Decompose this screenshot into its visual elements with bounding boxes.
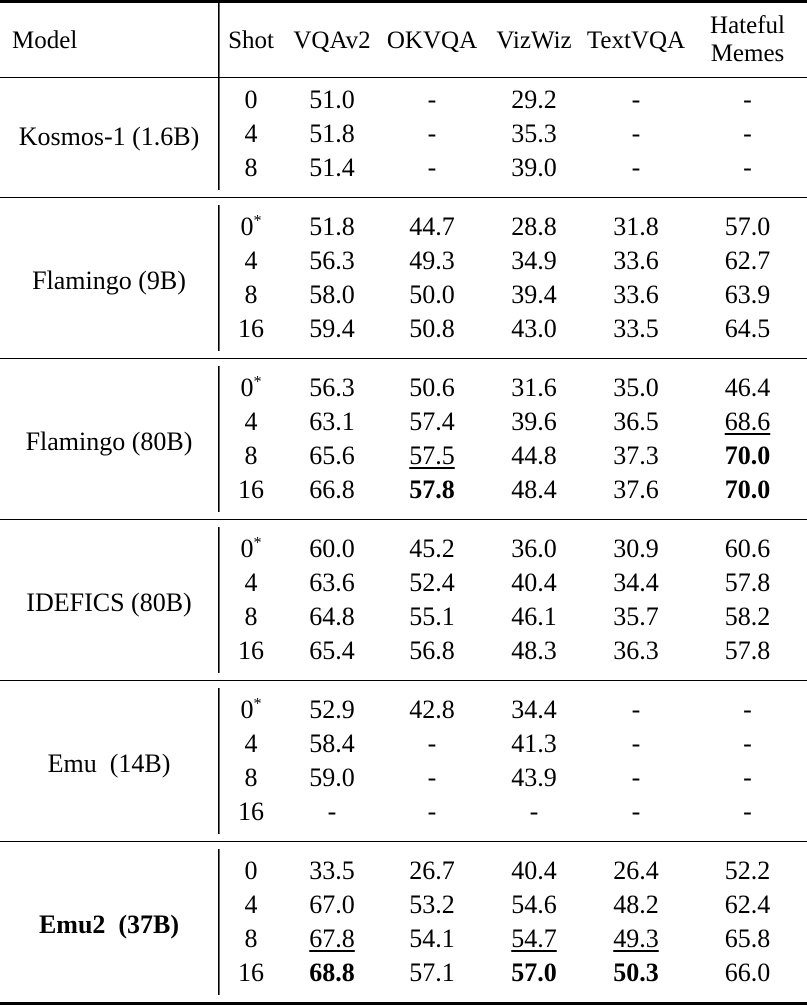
cell-vqav2 xyxy=(284,600,380,634)
cell-vizwiz-value: 43.9 xyxy=(511,763,557,792)
cell-textvqa xyxy=(584,473,688,512)
cell-hateful-memes-value: 60.6 xyxy=(725,534,771,563)
cell-textvqa xyxy=(584,205,688,244)
cell-vizwiz-value: 40.4 xyxy=(511,856,557,885)
cell-textvqa xyxy=(584,566,688,600)
model-name-cell xyxy=(0,78,218,190)
cell-textvqa xyxy=(584,405,688,439)
cell-hateful-memes xyxy=(688,117,807,151)
cell-vizwiz xyxy=(484,405,584,439)
cell-okvqa-value: 52.4 xyxy=(409,568,455,597)
cell-okvqa-value: 26.7 xyxy=(409,856,455,885)
table-row xyxy=(0,527,807,566)
cell-hateful-memes-value: 52.2 xyxy=(725,856,771,885)
cell-vqav2 xyxy=(284,205,380,244)
column-header-hateful-memes-line1: Hateful xyxy=(688,12,807,40)
cell-hateful-memes xyxy=(688,956,807,995)
block-spacer xyxy=(0,198,807,205)
cell-okvqa-value: - xyxy=(428,729,437,758)
table-row xyxy=(0,205,807,244)
cell-textvqa-value: 48.2 xyxy=(613,890,659,919)
cell-vqav2-value: 68.8 xyxy=(309,958,355,987)
cell-textvqa-value: 35.0 xyxy=(613,373,659,402)
cell-vizwiz xyxy=(484,366,584,405)
cell-textvqa-value: - xyxy=(632,85,641,114)
cell-okvqa-value: 44.7 xyxy=(409,212,455,241)
cell-vizwiz-value: 34.9 xyxy=(511,246,557,275)
cell-hateful-memes-value: - xyxy=(743,85,752,114)
cell-hateful-memes-value: 58.2 xyxy=(725,602,771,631)
cell-textvqa-value: - xyxy=(632,119,641,148)
block-spacer xyxy=(0,190,807,198)
cell-vizwiz xyxy=(484,473,584,512)
cell-vizwiz xyxy=(484,312,584,351)
cell-textvqa xyxy=(584,312,688,351)
cell-okvqa xyxy=(380,312,484,351)
cell-vqav2 xyxy=(284,473,380,512)
cell-vqav2 xyxy=(284,922,380,956)
cell-vqav2 xyxy=(284,761,380,795)
cell-vizwiz-value: 41.3 xyxy=(511,729,557,758)
cell-shot: 8 xyxy=(218,922,284,956)
cell-textvqa-value: - xyxy=(632,153,641,182)
cell-hateful-memes-value: 65.8 xyxy=(725,924,771,953)
cell-textvqa-value: 37.6 xyxy=(613,475,659,504)
cell-textvqa-value: - xyxy=(632,729,641,758)
column-header-hateful-memes-line2: Memes xyxy=(688,40,807,68)
cell-vqav2-value: 59.0 xyxy=(309,763,355,792)
cell-shot: 16 xyxy=(218,473,284,512)
block-spacer xyxy=(0,842,807,849)
block-spacer xyxy=(0,512,807,520)
cell-textvqa xyxy=(584,527,688,566)
cell-shot: 0 xyxy=(218,78,284,117)
cell-vizwiz xyxy=(484,688,584,727)
cell-textvqa-value: - xyxy=(632,797,641,826)
cell-vizwiz-value: 39.6 xyxy=(511,407,557,436)
cell-okvqa xyxy=(380,688,484,727)
cell-shot: 4 xyxy=(218,727,284,761)
cell-hateful-memes xyxy=(688,473,807,512)
cell-vqav2-value: 66.8 xyxy=(309,475,355,504)
cell-vizwiz xyxy=(484,566,584,600)
cell-okvqa xyxy=(380,151,484,190)
cell-textvqa xyxy=(584,600,688,634)
table-row xyxy=(0,849,807,888)
cell-shot: 4 xyxy=(218,405,284,439)
cell-vqav2-value: 58.4 xyxy=(309,729,355,758)
cell-textvqa xyxy=(584,888,688,922)
cell-okvqa xyxy=(380,795,484,834)
cell-textvqa xyxy=(584,956,688,995)
cell-hateful-memes-value: 68.6 xyxy=(725,407,771,436)
block-spacer xyxy=(0,359,807,366)
cell-vizwiz xyxy=(484,634,584,673)
cell-vqav2-value: 51.0 xyxy=(309,85,355,114)
block-spacer xyxy=(0,834,807,842)
cell-vizwiz xyxy=(484,761,584,795)
cell-textvqa xyxy=(584,761,688,795)
model-name-cell xyxy=(0,527,218,673)
cell-hateful-memes-value: - xyxy=(743,695,752,724)
cell-hateful-memes-value: 63.9 xyxy=(725,280,771,309)
cell-vizwiz xyxy=(484,205,584,244)
cell-vizwiz-value: 44.8 xyxy=(511,441,557,470)
cell-shot: 0* xyxy=(218,205,284,244)
cell-shot: 8 xyxy=(218,439,284,473)
cell-vqav2 xyxy=(284,527,380,566)
cell-textvqa-value: 50.3 xyxy=(613,958,659,987)
cell-textvqa-value: 49.3 xyxy=(613,924,659,953)
cell-textvqa xyxy=(584,439,688,473)
cell-vqav2-value: 65.6 xyxy=(309,441,355,470)
cell-hateful-memes xyxy=(688,278,807,312)
cell-vizwiz-value: 40.4 xyxy=(511,568,557,597)
cell-okvqa-value: 56.8 xyxy=(409,636,455,665)
cell-okvqa xyxy=(380,761,484,795)
cell-vizwiz xyxy=(484,600,584,634)
cell-okvqa-value: - xyxy=(428,797,437,826)
cell-vqav2-value: 63.1 xyxy=(309,407,355,436)
cell-hateful-memes-value: 46.4 xyxy=(725,373,771,402)
cell-vizwiz-value: 48.4 xyxy=(511,475,557,504)
cell-okvqa-value: 49.3 xyxy=(409,246,455,275)
cell-vqav2 xyxy=(284,117,380,151)
cell-vizwiz xyxy=(484,78,584,117)
cell-okvqa-value: 54.1 xyxy=(409,924,455,953)
cell-shot: 4 xyxy=(218,566,284,600)
cell-okvqa xyxy=(380,405,484,439)
cell-hateful-memes-value: 70.0 xyxy=(725,475,771,504)
cell-shot: 0 xyxy=(218,849,284,888)
block-spacer xyxy=(0,681,807,688)
cell-shot: 16 xyxy=(218,312,284,351)
cell-textvqa-value: - xyxy=(632,695,641,724)
cell-hateful-memes xyxy=(688,888,807,922)
cell-vqav2 xyxy=(284,439,380,473)
cell-vqav2 xyxy=(284,366,380,405)
cell-shot: 16 xyxy=(218,634,284,673)
cell-vizwiz xyxy=(484,849,584,888)
cell-okvqa xyxy=(380,244,484,278)
cell-textvqa xyxy=(584,727,688,761)
column-header-vqav2: VQAv2 xyxy=(284,3,380,78)
cell-okvqa xyxy=(380,888,484,922)
cell-okvqa xyxy=(380,278,484,312)
cell-vizwiz-value: 54.7 xyxy=(511,924,557,953)
cell-textvqa-value: 36.5 xyxy=(613,407,659,436)
column-header-model: Model xyxy=(0,3,218,78)
cell-textvqa xyxy=(584,634,688,673)
column-header-hateful-memes xyxy=(688,3,807,78)
cell-shot: 4 xyxy=(218,117,284,151)
cell-hateful-memes-value: 57.8 xyxy=(725,568,771,597)
cell-textvqa xyxy=(584,151,688,190)
cell-okvqa xyxy=(380,366,484,405)
cell-textvqa xyxy=(584,795,688,834)
cell-vqav2 xyxy=(284,849,380,888)
cell-hateful-memes-value: 62.7 xyxy=(725,246,771,275)
cell-vqav2 xyxy=(284,278,380,312)
shot-asterisk: * xyxy=(253,695,261,712)
cell-okvqa-value: 50.8 xyxy=(409,314,455,343)
cell-textvqa-value: 35.7 xyxy=(613,602,659,631)
cell-vizwiz xyxy=(484,795,584,834)
shot-asterisk: * xyxy=(253,534,261,551)
cell-vqav2 xyxy=(284,688,380,727)
model-name-cell xyxy=(0,205,218,351)
model-name-cell xyxy=(0,849,218,995)
cell-textvqa xyxy=(584,688,688,727)
cell-okvqa-value: 55.1 xyxy=(409,602,455,631)
cell-okvqa xyxy=(380,117,484,151)
cell-vizwiz xyxy=(484,439,584,473)
cell-textvqa xyxy=(584,244,688,278)
cell-okvqa xyxy=(380,527,484,566)
cell-textvqa-value: 37.3 xyxy=(613,441,659,470)
cell-hateful-memes xyxy=(688,205,807,244)
cell-vqav2-value: 64.8 xyxy=(309,602,355,631)
cell-vizwiz-value: 36.0 xyxy=(511,534,557,563)
cell-vqav2-value: 63.6 xyxy=(309,568,355,597)
column-header-vizwiz: VizWiz xyxy=(484,3,584,78)
block-spacer xyxy=(0,520,807,527)
cell-vizwiz xyxy=(484,727,584,761)
cell-hateful-memes xyxy=(688,795,807,834)
model-name-cell xyxy=(0,366,218,512)
cell-textvqa-value: 33.6 xyxy=(613,280,659,309)
cell-shot: 8 xyxy=(218,761,284,795)
cell-vqav2-value: 58.0 xyxy=(309,280,355,309)
cell-okvqa xyxy=(380,473,484,512)
cell-vizwiz-value: 48.3 xyxy=(511,636,557,665)
table-row xyxy=(0,78,807,117)
cell-textvqa-value: - xyxy=(632,763,641,792)
cell-hateful-memes xyxy=(688,849,807,888)
cell-hateful-memes xyxy=(688,761,807,795)
cell-okvqa-value: - xyxy=(428,763,437,792)
model-name: Kosmos-1 (1.6B) xyxy=(19,122,200,151)
column-header-textvqa: TextVQA xyxy=(584,3,688,78)
cell-hateful-memes xyxy=(688,727,807,761)
cell-hateful-memes xyxy=(688,312,807,351)
cell-vizwiz-value: - xyxy=(530,797,539,826)
cell-textvqa-value: 26.4 xyxy=(613,856,659,885)
cell-vqav2-value: 59.4 xyxy=(309,314,355,343)
column-header-shot: Shot xyxy=(218,3,284,78)
cell-shot: 8 xyxy=(218,151,284,190)
cell-vizwiz xyxy=(484,888,584,922)
cell-okvqa xyxy=(380,727,484,761)
cell-hateful-memes-value: - xyxy=(743,119,752,148)
cell-shot: 0* xyxy=(218,688,284,727)
cell-vizwiz-value: 54.6 xyxy=(511,890,557,919)
cell-vqav2-value: 52.9 xyxy=(309,695,355,724)
cell-hateful-memes-value: 62.4 xyxy=(725,890,771,919)
cell-hateful-memes xyxy=(688,151,807,190)
cell-shot: 8 xyxy=(218,278,284,312)
block-spacer xyxy=(0,673,807,681)
cell-vqav2 xyxy=(284,244,380,278)
cell-okvqa-value: 50.6 xyxy=(409,373,455,402)
cell-vizwiz xyxy=(484,527,584,566)
cell-okvqa xyxy=(380,634,484,673)
cell-vizwiz xyxy=(484,117,584,151)
cell-vqav2 xyxy=(284,78,380,117)
model-name-cell xyxy=(0,688,218,834)
table-body xyxy=(0,2,807,1005)
cell-vqav2 xyxy=(284,795,380,834)
cell-shot: 16 xyxy=(218,956,284,995)
cell-okvqa-value: - xyxy=(428,119,437,148)
cell-hateful-memes xyxy=(688,688,807,727)
cell-textvqa xyxy=(584,366,688,405)
cell-vizwiz xyxy=(484,922,584,956)
cell-hateful-memes xyxy=(688,78,807,117)
model-name: Emu (14B) xyxy=(48,749,171,778)
cell-textvqa-value: 31.8 xyxy=(613,212,659,241)
cell-okvqa-value: - xyxy=(428,153,437,182)
cell-okvqa xyxy=(380,922,484,956)
cell-vizwiz-value: 39.4 xyxy=(511,280,557,309)
cell-shot: 8 xyxy=(218,600,284,634)
cell-vqav2 xyxy=(284,727,380,761)
cell-vqav2-value: 51.8 xyxy=(309,119,355,148)
cell-textvqa xyxy=(584,922,688,956)
cell-shot: 16 xyxy=(218,795,284,834)
cell-vqav2 xyxy=(284,956,380,995)
cell-okvqa-value: 45.2 xyxy=(409,534,455,563)
cell-textvqa-value: 30.9 xyxy=(613,534,659,563)
cell-okvqa xyxy=(380,205,484,244)
cell-vizwiz-value: 28.8 xyxy=(511,212,557,241)
block-spacer xyxy=(0,351,807,359)
cell-vqav2 xyxy=(284,405,380,439)
cell-vqav2-value: 51.4 xyxy=(309,153,355,182)
cell-hateful-memes xyxy=(688,366,807,405)
cell-hateful-memes xyxy=(688,566,807,600)
cell-hateful-memes-value: 64.5 xyxy=(725,314,771,343)
cell-hateful-memes-value: - xyxy=(743,153,752,182)
cell-vizwiz xyxy=(484,956,584,995)
model-name: IDEFICS (80B) xyxy=(26,588,191,617)
cell-textvqa xyxy=(584,117,688,151)
cell-textvqa-value: 36.3 xyxy=(613,636,659,665)
cell-vqav2 xyxy=(284,566,380,600)
cell-vqav2 xyxy=(284,888,380,922)
table-row xyxy=(0,688,807,727)
cell-textvqa-value: 33.6 xyxy=(613,246,659,275)
cell-okvqa xyxy=(380,956,484,995)
cell-okvqa-value: 57.8 xyxy=(409,475,455,504)
cell-hateful-memes xyxy=(688,634,807,673)
cell-vizwiz-value: 46.1 xyxy=(511,602,557,631)
cell-okvqa xyxy=(380,78,484,117)
cell-vqav2-value: 33.5 xyxy=(309,856,355,885)
cell-vqav2-value: 65.4 xyxy=(309,636,355,665)
cell-okvqa-value: 42.8 xyxy=(409,695,455,724)
shot-asterisk: * xyxy=(253,373,261,390)
cell-textvqa-value: 34.4 xyxy=(613,568,659,597)
cell-vqav2 xyxy=(284,151,380,190)
cell-hateful-memes xyxy=(688,600,807,634)
cell-vizwiz-value: 57.0 xyxy=(511,958,557,987)
cell-vizwiz-value: 34.4 xyxy=(511,695,557,724)
cell-hateful-memes-value: 57.0 xyxy=(725,212,771,241)
cell-okvqa-value: 53.2 xyxy=(409,890,455,919)
model-name: Flamingo (9B) xyxy=(32,266,186,295)
cell-vizwiz-value: 35.3 xyxy=(511,119,557,148)
cell-hateful-memes-value: - xyxy=(743,797,752,826)
cell-okvqa-value: 50.0 xyxy=(409,280,455,309)
cell-okvqa xyxy=(380,849,484,888)
cell-vqav2-value: 56.3 xyxy=(309,373,355,402)
cell-vizwiz-value: 31.6 xyxy=(511,373,557,402)
cell-vqav2 xyxy=(284,312,380,351)
cell-vqav2-value: 67.8 xyxy=(309,924,355,953)
shot-asterisk: * xyxy=(253,212,261,229)
cell-vqav2-value: - xyxy=(328,797,337,826)
cell-hateful-memes-value: - xyxy=(743,729,752,758)
cell-okvqa-value: 57.1 xyxy=(409,958,455,987)
block-spacer xyxy=(0,995,807,1004)
cell-okvqa-value: 57.4 xyxy=(409,407,455,436)
cell-okvqa xyxy=(380,439,484,473)
cell-vizwiz xyxy=(484,244,584,278)
cell-hateful-memes xyxy=(688,439,807,473)
cell-vizwiz-value: 43.0 xyxy=(511,314,557,343)
cell-vqav2 xyxy=(284,634,380,673)
cell-hateful-memes xyxy=(688,244,807,278)
cell-hateful-memes xyxy=(688,405,807,439)
model-name: Emu2 (37B) xyxy=(39,910,179,939)
cell-hateful-memes-value: 70.0 xyxy=(725,441,771,470)
cell-vqav2-value: 51.8 xyxy=(309,212,355,241)
cell-shot: 4 xyxy=(218,244,284,278)
cell-hateful-memes-value: 57.8 xyxy=(725,636,771,665)
cell-okvqa-value: - xyxy=(428,85,437,114)
cell-textvqa-value: 33.5 xyxy=(613,314,659,343)
cell-okvqa xyxy=(380,600,484,634)
cell-okvqa-value: 57.5 xyxy=(409,441,455,470)
cell-vizwiz xyxy=(484,278,584,312)
cell-vqav2-value: 56.3 xyxy=(309,246,355,275)
cell-shot: 0* xyxy=(218,366,284,405)
cell-okvqa xyxy=(380,566,484,600)
cell-vqav2-value: 60.0 xyxy=(309,534,355,563)
cell-hateful-memes-value: 66.0 xyxy=(725,958,771,987)
cell-shot: 4 xyxy=(218,888,284,922)
cell-hateful-memes xyxy=(688,527,807,566)
table-row xyxy=(0,366,807,405)
model-name: Flamingo (80B) xyxy=(26,427,193,456)
cell-vqav2-value: 67.0 xyxy=(309,890,355,919)
cell-vizwiz-value: 29.2 xyxy=(511,85,557,114)
cell-hateful-memes-value: - xyxy=(743,763,752,792)
cell-hateful-memes xyxy=(688,922,807,956)
cell-textvqa xyxy=(584,849,688,888)
cell-vizwiz-value: 39.0 xyxy=(511,153,557,182)
column-header-okvqa: OKVQA xyxy=(380,3,484,78)
cell-textvqa xyxy=(584,78,688,117)
cell-shot: 0* xyxy=(218,527,284,566)
cell-vizwiz xyxy=(484,151,584,190)
cell-textvqa xyxy=(584,278,688,312)
